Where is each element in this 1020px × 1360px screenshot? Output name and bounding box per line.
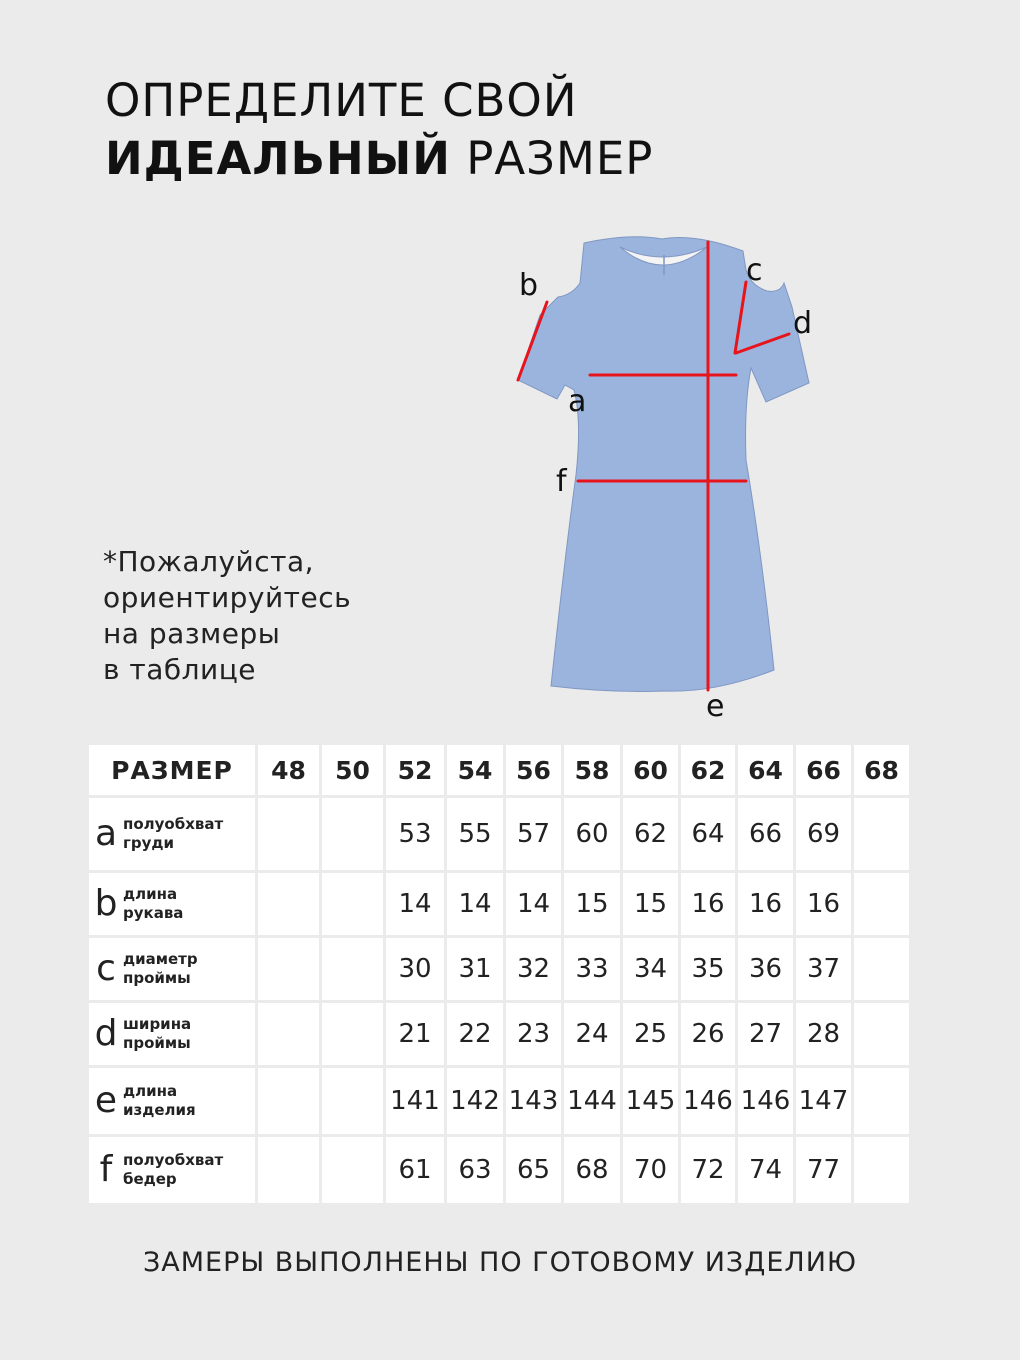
size-50: 50 [322,745,383,795]
table-cell [258,1003,319,1065]
row-description-line-1: полуобхват [123,815,224,833]
row-description-line-2: рукава [123,904,184,922]
row-description-line-2: груди [123,834,174,852]
table-cell: 70 [623,1137,678,1203]
row-description-line-1: диаметр [123,950,198,968]
row-description [123,815,223,853]
footer-note: ЗАМЕРЫ ВЫПОЛНЕНЫ ПО ГОТОВОМУ ИЗДЕЛИЮ [142,1247,858,1278]
table-cell: 55 [447,798,503,870]
row-description [123,1151,223,1189]
table-cell [322,1137,383,1203]
table-cell [322,1068,383,1134]
table-cell: 141 [386,1068,444,1134]
table-cell: 31 [447,938,503,1000]
row-label-wrap [91,1015,255,1053]
table-cell: 21 [386,1003,444,1065]
table-cell: 74 [738,1137,793,1203]
table-cell: 66 [738,798,793,870]
table-row [89,873,909,935]
table-cell: 16 [796,873,851,935]
table-cell [258,1068,319,1134]
row-description-line-2: проймы [123,1034,191,1052]
row-letter: e [94,1080,118,1121]
row-label [89,1068,255,1134]
dress-measurement-diagram [500,225,840,725]
table-cell: 147 [796,1068,851,1134]
row-description-line-1: полуобхват [123,1151,224,1169]
row-label-wrap [91,815,255,853]
table-cell: 68 [564,1137,620,1203]
title-rest: РАЗМЕР [466,132,654,185]
row-letter: f [99,1149,113,1190]
table-cell: 15 [623,873,678,935]
row-description [123,950,198,988]
label-a: a [568,384,587,419]
table-cell: 33 [564,938,620,1000]
table-cell [854,1068,909,1134]
row-description [123,1015,191,1053]
label-c: c [746,253,763,288]
label-b: b [519,268,539,303]
table-cell: 14 [447,873,503,935]
row-letter: c [96,948,116,989]
table-cell: 16 [738,873,793,935]
note-line-3: на размеры [103,617,281,650]
size-54: 54 [447,745,503,795]
table-cell [854,873,909,935]
row-description-line-1: длина [123,885,178,903]
table-cell: 65 [506,1137,561,1203]
table-cell: 144 [564,1068,620,1134]
size-64: 64 [738,745,793,795]
size-58: 58 [564,745,620,795]
table-cell: 142 [447,1068,503,1134]
size-60: 60 [623,745,678,795]
table-cell [258,938,319,1000]
label-d: d [793,306,813,341]
row-description-line-2: изделия [123,1101,196,1119]
table-cell: 146 [681,1068,735,1134]
table-cell: 22 [447,1003,503,1065]
dress-svg [500,225,840,725]
title-line-2 [105,130,653,188]
table-cell [854,938,909,1000]
header-label: РАЗМЕР [89,745,255,795]
table-cell: 25 [623,1003,678,1065]
table-cell: 14 [386,873,444,935]
table-cell: 72 [681,1137,735,1203]
row-label [89,938,255,1000]
table-cell: 23 [506,1003,561,1065]
table-cell: 14 [506,873,561,935]
page-title [105,72,653,188]
table-cell: 53 [386,798,444,870]
table-cell [258,798,319,870]
label-e: e [706,689,725,724]
table-cell: 34 [623,938,678,1000]
title-bold-word: ИДЕАЛЬНЫЙ [105,132,451,185]
row-description-line-1: длина [123,1082,178,1100]
row-label-wrap [91,950,255,988]
note-line-1: *Пожалуйста, [103,545,314,578]
label-f: f [556,464,567,499]
row-letter: a [94,813,118,854]
row-description-line-2: бедер [123,1170,177,1188]
row-letter: d [94,1013,118,1054]
table-cell [322,873,383,935]
row-description [123,885,183,923]
table-cell: 146 [738,1068,793,1134]
row-description-line-2: проймы [123,969,191,987]
table-cell: 57 [506,798,561,870]
table-row [89,1003,909,1065]
table-cell: 24 [564,1003,620,1065]
table-row [89,798,909,870]
table-cell [854,798,909,870]
table-cell: 62 [623,798,678,870]
size-note [103,544,351,688]
title-line-1: ОПРЕДЕЛИТЕ СВОЙ [105,74,578,127]
table-cell [322,938,383,1000]
table-cell: 37 [796,938,851,1000]
row-letter: b [94,883,118,924]
table-cell: 63 [447,1137,503,1203]
table-cell: 69 [796,798,851,870]
table-cell: 145 [623,1068,678,1134]
table-cell: 28 [796,1003,851,1065]
note-line-4: в таблице [103,653,257,686]
table-cell: 77 [796,1137,851,1203]
table-cell [322,798,383,870]
row-label-wrap [91,1082,255,1120]
size-68: 68 [854,745,909,795]
row-description [123,1082,196,1120]
size-52: 52 [386,745,444,795]
row-label [89,798,255,870]
row-label-wrap [91,885,255,923]
row-label-wrap [91,1151,255,1189]
table-cell: 35 [681,938,735,1000]
table-cell [854,1137,909,1203]
table-cell: 61 [386,1137,444,1203]
row-description-line-1: ширина [123,1015,192,1033]
note-line-2: ориентируйтесь [103,581,352,614]
table-cell: 15 [564,873,620,935]
table-row [89,1137,909,1203]
row-label [89,873,255,935]
size-66: 66 [796,745,851,795]
table-row [89,938,909,1000]
size-table [86,742,912,1206]
table-cell: 16 [681,873,735,935]
size-56: 56 [506,745,561,795]
table-cell: 30 [386,938,444,1000]
table-cell [258,873,319,935]
table-cell: 143 [506,1068,561,1134]
table-cell [322,1003,383,1065]
size-table-header [89,745,909,795]
table-cell: 36 [738,938,793,1000]
table-cell: 60 [564,798,620,870]
table-cell [258,1137,319,1203]
table-cell: 32 [506,938,561,1000]
table-cell: 64 [681,798,735,870]
size-62: 62 [681,745,735,795]
table-cell [854,1003,909,1065]
row-label [89,1003,255,1065]
table-row [89,1068,909,1134]
table-cell: 27 [738,1003,793,1065]
size-48: 48 [258,745,319,795]
table-cell: 26 [681,1003,735,1065]
row-label [89,1137,255,1203]
